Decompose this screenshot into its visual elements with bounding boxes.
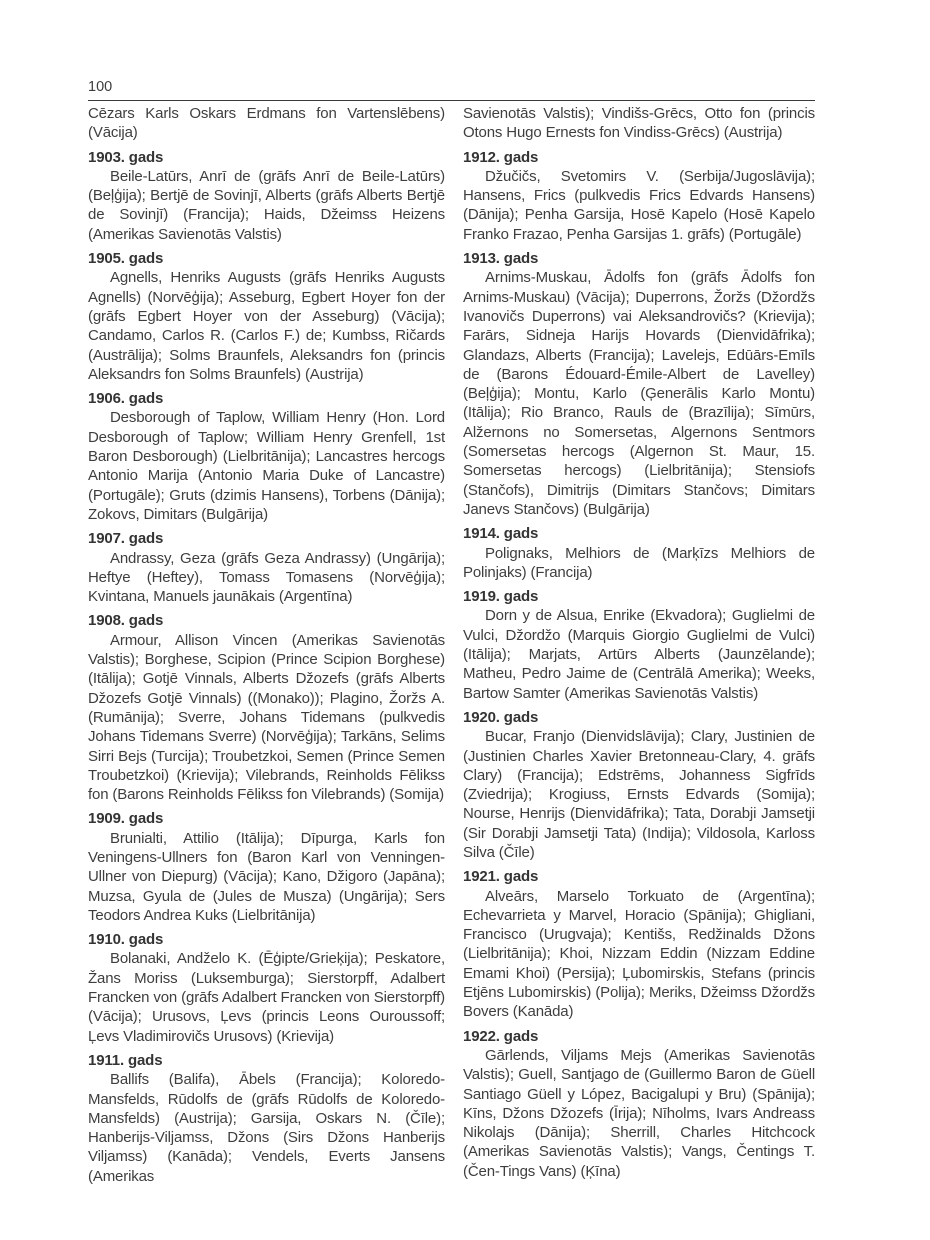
page-content <box>88 78 815 1186</box>
year-heading: 1903. gads <box>88 148 164 166</box>
year-heading: 1914. gads <box>463 525 539 543</box>
year-heading: 1920. gads <box>463 708 539 726</box>
year-heading: 1919. gads <box>463 588 539 606</box>
entries-paragraph: Desborough of Taplow, William Henry (Hon. Lord Desborough of Taplow; William Henry Grenfell, 1st Baron Desborough) (Lielbritānija); Lancastres hercogs Antonio Marija (Antonio Maria Duke of Lancastre) (Portugāle); Gruts (dzimis Hansens), Torbens (Dānija); Zokovs, Dimitars (Bulgārija) <box>88 409 445 523</box>
header-rule <box>88 100 815 101</box>
year-heading: 1912. gads <box>463 148 539 166</box>
entries-paragraph: Armour, Allison Vincen (Amerikas Savienotās Valstis); Borghese, Scipion (Prince Scipion Borghese) (Itālija); Gotjē Vinnals, Alberts Džozefs (grāfs Alberts Džozefs Gotjē Vinnals) ((Monako)); Plagino, Žoržs A. (Rumānija); Sverre, Johans Tidemans (pulkvedis Johans Tidemans Sverre) (Norvēģija); Tarkāns, Selims Sirri Bejs (Turcija); Troubetzkoi, Semen (Prince Semen Troubetzkoi) (Krievija); Vilebrands, Reinholds Fēlikss fon (Barons Reinholds Fēlikss fon Vilebrands) (Somija) <box>88 631 445 804</box>
year-heading: 1922. gads <box>463 1027 539 1045</box>
entries-paragraph: Ballifs (Balifa), Ābels (Francija); Koloredo-Mansfelds, Rūdolfs de (grāfs Rūdolfs de Koloredo-Mansfelds) (Austrija); Garsija, Oskars N. (Čīle); Hanberijs-Viljamss, Džons (Sirs Džons Hanberijs Viljamss) (Kanāda); Vendels, Everts Jansens (Amerikas <box>88 1071 445 1185</box>
text-columns <box>88 104 815 1186</box>
entries-paragraph: Agnells, Henriks Augusts (grāfs Henriks Augusts Agnells) (Norvēģija); Asseburg, Egbert Hoyer fon der (grāfs Egbert Hoyer von der Asseburg) (Vācija); Candamo, Carlos R. (Carlos F.) de; Kumbss, Ričards (Austrālija); Solms Braunfels, Aleksandrs fon (princis Aleksandrs fon Solms Braunfels) (Austrija) <box>88 269 445 383</box>
year-heading: 1909. gads <box>88 810 164 828</box>
continuation-paragraph: Savienotās Valstis); Vindišs-Grēcs, Otto fon (princis Otons Hugo Ernests fon Vindiss-Grēcs) (Austrija) <box>463 105 815 142</box>
entries-paragraph: Dorn y de Alsua, Enrike (Ekvadora); Guglielmi de Vulci, Džordžo (Marquis Giorgio Guglielmi de Vulci) (Itālija); Marjats, Artūrs Alberts (Jaunzēlande); Matheu, Pedro Jaime de (Centrālā Amerika); Weeks, Bartow Samter (Amerikas Savienotās Valstis) <box>463 607 815 702</box>
year-heading: 1906. gads <box>88 390 164 408</box>
entries-paragraph: Bolanaki, Andželo K. (Ēģipte/Grieķija); Peskatore, Žans Moriss (Luksemburga); Sierstorpff, Adalbert Francken von (grāfs Adalbert Francken von Sierstorpff) (Vācija); Urusovs, Ļevs (princis Leons Ouroussoff; Ļevs Vladimirovičs Urusovs) (Krievija) <box>88 950 445 1045</box>
entries-paragraph: Beile-Latūrs, Anrī de (grāfs Anrī de Beile-Latūrs) (Beļģija); Bertjē de Sovinjī, Alberts (grāfs Alberts Bertjē de Sovinjī) (Francija); Haids, Džeimss Heizens (Amerikas Savienotās Valstis) <box>88 167 445 243</box>
entries-paragraph: Andrassy, Geza (grāfs Geza Andrassy) (Ungārija); Heftye (Heftey), Tomass Tomasens (Norvēģija); Kvintana, Manuels jaunākais (Argentīna) <box>88 549 445 606</box>
entries-paragraph: Alveārs, Marselo Torkuato de (Argentīna); Echevarrieta y Marvel, Horacio (Spānija); Ghigliani, Francisco (Urugvaja); Kentišs, Redžinalds Džons (Lielbritānija); Khoi, Nizzam Eddin (Nizzam Eddine Emami Khoi) (Persija); Ļubomirskis, Stefans (princis Etjēns Lubomirskis) (Polija); Meriks, Džeimss Džordžs Bovers (Kanāda) <box>463 887 815 1021</box>
year-heading: 1913. gads <box>463 250 539 268</box>
page-number: 100 <box>88 79 113 95</box>
year-heading: 1911. gads <box>88 1051 163 1069</box>
entries-paragraph: Bucar, Franjo (Dienvidslāvija); Clary, Justinien de (Justinien Charles Xavier Bretonneau-Clary, 4. grāfs Clary) (Francija); Edstrēms, Johanness Sigfrīds (Zviedrija); Krogiuss, Ernsts Edvards (Somija); Nourse, Henrijs (Dienvidāfrika); Tata, Dorabji Jamsetji (Sir Dorabji Jamsetji Tata) (Indija); Vildosola, Karloss Silva (Čīle) <box>463 728 815 861</box>
entries-paragraph: Brunialti, Attilio (Itālija); Dīpurga, Karls fon Veningens-Ullners fon (Baron Karl von Venningen-Ullner von Diepurg) (Vācija); Kano, Džigoro (Japāna); Muzsa, Gyula de (Jules de Musza) (Ungārija); Sers Teodors Andrea Kuks (Lielbritānija) <box>88 829 445 924</box>
entries-paragraph: Arnims-Muskau, Ādolfs fon (grāfs Ādolfs fon Arnims-Muskau) (Vācija); Duperrons, Žoržs (Džordžs Ivanovičs Duperrons) vai Aleksandrovičs? (Krievija); Farārs, Sidneja Harijs Hovards (Dienvidāfrika); Glandazs, Alberts (Francija); Lavelejs, Edūārs-Emīls de (Barons Édouard-Émile-Albert de Lavelley) (Beļģija); Montu, Karlo (Ģenerālis Karlo Montu) (Itālija); Rio Branco, Rauls de (Brazīlija); Sīmūrs, Alžernons no Somersetas, Algernons Sentmors (Somersetas hercogs (Algernon St. Maur, 15. Somersetas hercogs) (Lielbritānija); Stensiofs (Stančofs), Dimitrijs (Dimitars Stančovs; Dimitars Janevs Stančovs) (Bulgārija) <box>463 269 815 518</box>
right-column <box>463 104 815 1186</box>
year-heading: 1908. gads <box>88 612 164 630</box>
entries-paragraph: Polignaks, Melhiors de (Marķīzs Melhiors de Polinjaks) (Francija) <box>463 544 815 581</box>
year-heading: 1910. gads <box>88 931 164 949</box>
year-heading: 1921. gads <box>463 868 539 886</box>
entries-paragraph: Gārlends, Viljams Mejs (Amerikas Savienotās Valstis); Guell, Santjago de (Guillermo Baron de Güell Santiago Güell y López, Bacigalupi y Bru) (Spānija); Kīns, Džons Džozefs (Īrija); Nīholms, Ivars Andreass Nikolajs (Dānija); Sherrill, Charles Hitchcock (Amerikas Savienotās Valstis); Vangs, Čentings T. (Čen-Tings Vans) (Ķīna) <box>463 1046 815 1180</box>
year-heading: 1907. gads <box>88 530 164 548</box>
year-heading: 1905. gads <box>88 250 164 268</box>
entries-paragraph: Džučičs, Svetomirs V. (Serbija/Jugoslāvija); Hansens, Frics (pulkvedis Frics Edvards Hansens) (Dānija); Penha Garsija, Hosē Kapelo (Hosē Kapelo Franko Frazao, Penha Garsijas 1. grāfs) (Portugāle) <box>463 167 815 243</box>
continuation-paragraph: Cēzars Karls Oskars Erdmans fon Vartenslēbens) (Vācija) <box>88 105 445 142</box>
left-column <box>88 104 445 1186</box>
